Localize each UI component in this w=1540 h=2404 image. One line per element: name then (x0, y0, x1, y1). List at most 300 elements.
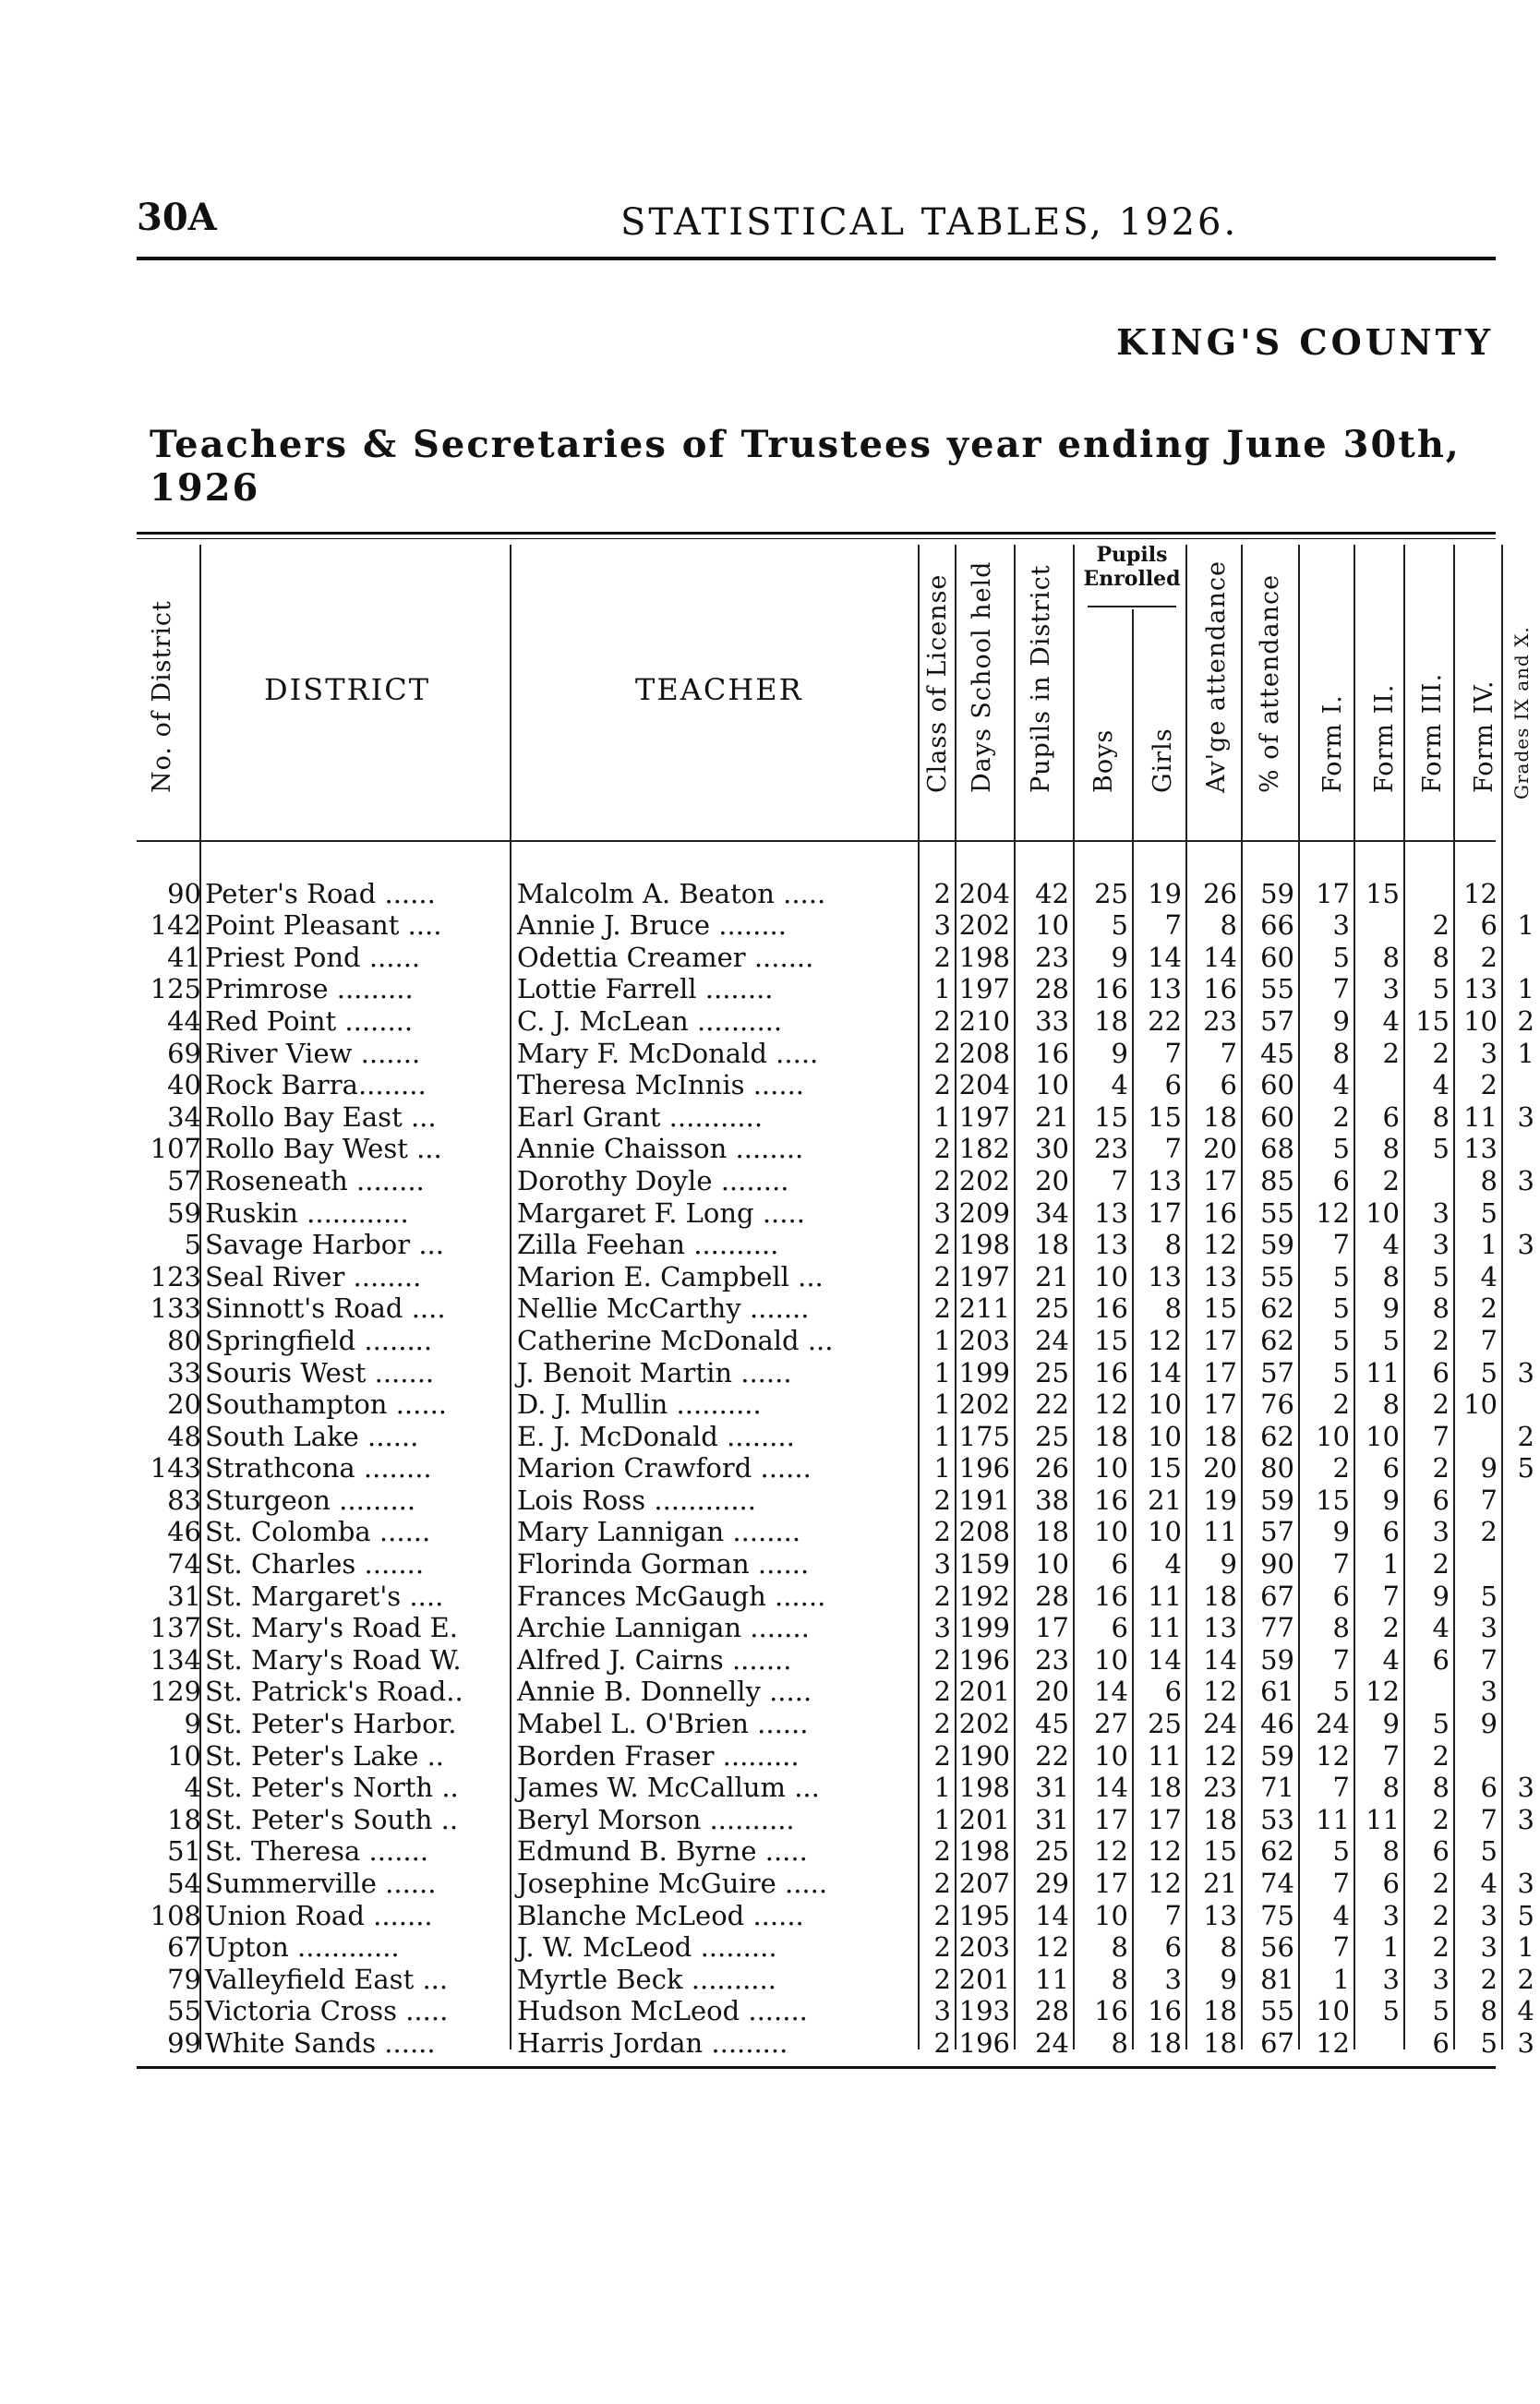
form-1-cell: 8 (1332, 1612, 1350, 1644)
table-row (137, 1260, 1540, 1292)
boys-cell: 17 (1094, 1803, 1128, 1835)
form-4-cell: 1 (1480, 1229, 1498, 1261)
form-4-cell: 12 (1463, 877, 1498, 909)
teacher-name-cell: Catherine McDonald ... (517, 1324, 834, 1356)
boys-cell: 5 (1111, 909, 1128, 942)
table-row (137, 1963, 1540, 1995)
form-3-cell: 5 (1432, 973, 1450, 1005)
avg-attendance-cell: 18 (1203, 1100, 1237, 1133)
license-class-cell: 1 (933, 1452, 951, 1484)
pct-attendance-cell: 68 (1260, 1133, 1294, 1165)
form-1-cell: 6 (1332, 1164, 1350, 1196)
district-name-cell: Primrose ......... (205, 973, 414, 1005)
days-held-cell: 197 (958, 1100, 1010, 1133)
table-row (137, 1899, 1540, 1931)
district-name-cell: Rollo Bay East ... (205, 1100, 437, 1133)
form-2-cell: 11 (1366, 1803, 1400, 1835)
form-3-cell: 2 (1432, 1548, 1450, 1581)
form-3-cell: 8 (1432, 1772, 1450, 1804)
avg-attendance-cell: 16 (1203, 1196, 1237, 1229)
pct-attendance-cell: 60 (1260, 941, 1294, 973)
teacher-name-cell: Blanche McLeod ...... (517, 1899, 804, 1931)
pupils-in-district-cell: 26 (1035, 1452, 1069, 1484)
form-2-cell: 3 (1382, 973, 1400, 1005)
girls-cell: 15 (1148, 1452, 1182, 1484)
form-1-cell: 6 (1332, 1580, 1350, 1612)
form-2-cell (1355, 1069, 1405, 1101)
grades-9-10-cell: 3 (1517, 1356, 1534, 1388)
form-3-cell: 2 (1432, 1899, 1450, 1931)
boys-cell: 6 (1111, 1612, 1128, 1644)
table-top-rule-thin (137, 538, 1496, 539)
form-2-cell: 5 (1382, 1995, 1400, 2027)
form-4-cell: 3 (1480, 1037, 1498, 1069)
pct-attendance-cell: 55 (1260, 1260, 1294, 1292)
district-number-cell: 55 (167, 1995, 201, 2027)
form-3-cell: 2 (1432, 1931, 1450, 1964)
form-3-cell: 15 (1415, 1004, 1450, 1037)
teacher-name-cell: Frances McGaugh ...... (517, 1580, 826, 1612)
district-number-cell: 20 (167, 1388, 201, 1421)
pupils-in-district-cell: 10 (1035, 909, 1069, 942)
table-row (137, 1420, 1540, 1452)
form-2-cell: 9 (1382, 1484, 1400, 1516)
avg-attendance-cell: 7 (1220, 1037, 1237, 1069)
form-1-cell: 7 (1332, 973, 1350, 1005)
district-name-cell: St. Theresa ....... (205, 1835, 429, 1868)
license-class-cell: 3 (933, 1612, 951, 1644)
avg-attendance-cell: 23 (1203, 1004, 1237, 1037)
pct-attendance-cell: 55 (1260, 1995, 1294, 2027)
pupils-in-district-cell: 14 (1035, 1899, 1069, 1931)
pct-attendance-cell: 76 (1260, 1388, 1294, 1421)
days-held-cell: 202 (958, 1164, 1010, 1196)
form-1-cell: 7 (1332, 1643, 1350, 1676)
pct-attendance-cell: 80 (1260, 1452, 1294, 1484)
form-2-cell: 2 (1382, 1164, 1400, 1196)
days-held-cell: 182 (958, 1133, 1010, 1165)
form-2-cell: 6 (1382, 1452, 1400, 1484)
form-3-cell: 5 (1432, 1995, 1450, 2027)
form-3-cell: 2 (1432, 1037, 1450, 1069)
pct-attendance-cell: 62 (1260, 1420, 1294, 1452)
form-4-cell: 9 (1480, 1452, 1498, 1484)
pupils-in-district-cell: 33 (1035, 1004, 1069, 1037)
district-number-cell: 143 (150, 1452, 201, 1484)
teacher-name-cell: J. Benoit Martin ...... (517, 1356, 792, 1388)
days-held-cell: 193 (958, 1995, 1010, 2027)
days-held-cell: 196 (958, 1452, 1010, 1484)
district-number-cell: 67 (167, 1931, 201, 1964)
form-3-cell: 6 (1432, 1484, 1450, 1516)
boys-cell: 16 (1094, 1995, 1128, 2027)
district-number-cell: 31 (167, 1580, 201, 1612)
avg-attendance-cell: 26 (1203, 877, 1237, 909)
teacher-name-cell: Alfred J. Cairns ....... (517, 1643, 792, 1676)
form-4-cell: 7 (1480, 1643, 1498, 1676)
form-4-cell: 9 (1480, 1708, 1498, 1740)
avg-attendance-cell: 12 (1203, 1229, 1237, 1261)
form-1-cell: 9 (1332, 1004, 1350, 1037)
days-held-cell: 196 (958, 2026, 1010, 2059)
avg-attendance-cell: 13 (1203, 1260, 1237, 1292)
teacher-name-cell: Margaret F. Long ..... (517, 1196, 805, 1229)
pct-attendance-cell: 57 (1260, 1516, 1294, 1548)
boys-cell: 13 (1094, 1196, 1128, 1229)
pupils-in-district-cell: 18 (1035, 1516, 1069, 1548)
girls-cell: 12 (1148, 1835, 1182, 1868)
pupils-in-district-cell: 21 (1035, 1260, 1069, 1292)
grades-9-10-cell: 2 (1517, 1963, 1534, 1995)
district-name-cell: Strathcona ........ (205, 1452, 432, 1484)
form-4-cell: 10 (1463, 1388, 1498, 1421)
statistics-table (137, 877, 1540, 2059)
boys-cell: 14 (1094, 1772, 1128, 1804)
pupils-in-district-cell: 21 (1035, 1100, 1069, 1133)
form-2-cell: 8 (1382, 1388, 1400, 1421)
form-1-cell: 8 (1332, 1037, 1350, 1069)
form-1-cell: 2 (1332, 1388, 1350, 1421)
girls-cell: 13 (1148, 1164, 1182, 1196)
form-3-cell: 9 (1432, 1580, 1450, 1612)
pct-attendance-cell: 46 (1260, 1708, 1294, 1740)
pupils-in-district-cell: 16 (1035, 1037, 1069, 1069)
form-2-cell: 4 (1382, 1643, 1400, 1676)
form-1-cell: 5 (1332, 1835, 1350, 1868)
boys-cell: 14 (1094, 1676, 1128, 1708)
district-name-cell: Peter's Road ...... (205, 877, 436, 909)
girls-cell: 12 (1148, 1324, 1182, 1356)
grades-9-10-cell (1503, 1133, 1540, 1165)
pct-attendance-cell: 67 (1260, 2026, 1294, 2059)
page-number: 30A (137, 196, 217, 239)
form-4-cell: 2 (1480, 1963, 1498, 1995)
grades-9-10-cell: 3 (1517, 2026, 1534, 2059)
form-1-cell: 4 (1332, 1899, 1350, 1931)
pct-attendance-cell: 55 (1260, 1196, 1294, 1229)
form-1-cell: 24 (1316, 1708, 1350, 1740)
grades-9-10-cell (1503, 1388, 1540, 1421)
district-number-cell: 74 (167, 1548, 201, 1581)
girls-cell: 4 (1164, 1548, 1182, 1581)
license-class-cell: 1 (933, 1420, 951, 1452)
license-class-cell: 2 (933, 1676, 951, 1708)
avg-attendance-cell: 18 (1203, 1995, 1237, 2027)
district-name-cell: St. Peter's North .. (205, 1772, 459, 1804)
pct-attendance-cell: 77 (1260, 1612, 1294, 1644)
grades-9-10-cell (1503, 941, 1540, 973)
form-2-cell: 6 (1382, 1868, 1400, 1899)
girls-cell: 21 (1148, 1484, 1182, 1516)
boys-cell: 16 (1094, 1580, 1128, 1612)
teacher-name-cell: C. J. McLean .......... (517, 1004, 783, 1037)
district-name-cell: Roseneath ........ (205, 1164, 425, 1196)
days-held-cell: 197 (958, 973, 1010, 1005)
table-row (137, 1612, 1540, 1644)
pct-attendance-cell: 60 (1260, 1100, 1294, 1133)
boys-cell: 12 (1094, 1835, 1128, 1868)
avg-attendance-cell: 9 (1220, 1963, 1237, 1995)
table-row (137, 1867, 1540, 1899)
form-2-cell: 2 (1382, 1037, 1400, 1069)
boys-cell: 16 (1094, 1356, 1128, 1388)
district-number-cell: 34 (167, 1100, 201, 1133)
pct-attendance-cell: 71 (1260, 1772, 1294, 1804)
days-held-cell: 202 (958, 1388, 1010, 1421)
days-held-cell: 209 (958, 1196, 1010, 1229)
teacher-name-cell: Dorothy Doyle ........ (517, 1164, 789, 1196)
form-2-cell: 7 (1382, 1739, 1400, 1772)
license-class-cell: 2 (933, 1643, 951, 1676)
license-class-cell: 2 (933, 2026, 951, 2059)
district-name-cell: Souris West ....... (205, 1356, 435, 1388)
days-held-cell: 211 (958, 1292, 1010, 1325)
girls-cell: 18 (1148, 2026, 1182, 2059)
form-2-cell (1355, 2026, 1405, 2059)
girls-cell: 22 (1148, 1004, 1182, 1037)
grades-9-10-cell: 3 (1517, 1772, 1534, 1804)
form-1-cell: 5 (1332, 1324, 1350, 1356)
avg-attendance-cell: 17 (1203, 1324, 1237, 1356)
boys-cell: 18 (1094, 1420, 1128, 1452)
form-2-cell: 9 (1382, 1292, 1400, 1325)
days-held-cell: 199 (958, 1356, 1010, 1388)
pupils-in-district-cell: 23 (1035, 941, 1069, 973)
license-class-cell: 2 (933, 1292, 951, 1325)
district-number-cell: 129 (150, 1676, 201, 1708)
avg-attendance-cell: 20 (1203, 1452, 1237, 1484)
avg-attendance-cell: 15 (1203, 1292, 1237, 1325)
pupils-in-district-cell: 12 (1035, 1931, 1069, 1964)
form-4-cell: 5 (1480, 2026, 1498, 2059)
pupils-in-district-cell: 10 (1035, 1069, 1069, 1101)
pupils-in-district-cell: 18 (1035, 1229, 1069, 1261)
col-header-form1: Form I. (1318, 694, 1347, 793)
table-row (137, 941, 1540, 973)
grades-9-10-cell (1503, 1484, 1540, 1516)
col-header-teacher: TEACHER (635, 672, 803, 707)
girls-cell: 7 (1164, 1133, 1182, 1165)
grades-9-10-cell: 3 (1517, 1229, 1534, 1261)
form-1-cell: 2 (1332, 1452, 1350, 1484)
form-2-cell: 11 (1366, 1356, 1400, 1388)
license-class-cell: 2 (933, 1899, 951, 1931)
avg-attendance-cell: 17 (1203, 1388, 1237, 1421)
avg-attendance-cell: 12 (1203, 1739, 1237, 1772)
girls-cell: 11 (1148, 1739, 1182, 1772)
form-3-cell: 2 (1432, 1803, 1450, 1835)
form-4-cell: 3 (1480, 1676, 1498, 1708)
pct-attendance-cell: 57 (1260, 1004, 1294, 1037)
form-3-cell: 3 (1432, 1229, 1450, 1261)
grades-9-10-cell: 1 (1517, 973, 1534, 1005)
form-4-cell: 5 (1480, 1196, 1498, 1229)
license-class-cell: 3 (933, 1995, 951, 2027)
district-name-cell: Victoria Cross ..... (205, 1995, 449, 2027)
district-name-cell: Summerville ...... (205, 1868, 437, 1899)
license-class-cell: 2 (933, 1516, 951, 1548)
table-row (137, 1516, 1540, 1548)
district-number-cell: 4 (184, 1772, 201, 1804)
pupils-in-district-cell: 28 (1035, 1580, 1069, 1612)
girls-cell: 10 (1148, 1388, 1182, 1421)
girls-cell: 6 (1164, 1931, 1182, 1964)
license-class-cell: 2 (933, 1133, 951, 1165)
form-2-cell: 15 (1366, 877, 1400, 909)
pupils-in-district-cell: 31 (1035, 1772, 1069, 1804)
avg-attendance-cell: 19 (1203, 1484, 1237, 1516)
girls-cell: 16 (1148, 1995, 1182, 2027)
pct-attendance-cell: 59 (1260, 1643, 1294, 1676)
days-held-cell: 201 (958, 1803, 1010, 1835)
district-name-cell: Sinnott's Road .... (205, 1292, 446, 1325)
district-number-cell: 123 (150, 1260, 201, 1292)
teacher-name-cell: Odettia Creamer ....... (517, 941, 814, 973)
form-2-cell: 10 (1366, 1420, 1400, 1452)
pupils-in-district-cell: 24 (1035, 1324, 1069, 1356)
table-row (137, 877, 1540, 909)
grades-9-10-cell: 2 (1517, 1420, 1534, 1452)
days-held-cell: 208 (958, 1516, 1010, 1548)
table-row (137, 1004, 1540, 1037)
form-1-cell: 15 (1316, 1484, 1350, 1516)
boys-cell: 15 (1094, 1100, 1128, 1133)
table-top-rule (137, 532, 1496, 535)
pupils-in-district-cell: 20 (1035, 1676, 1069, 1708)
header-bottom-rule (137, 840, 1496, 842)
form-3-cell: 4 (1432, 1069, 1450, 1101)
boys-cell: 23 (1094, 1133, 1128, 1165)
license-class-cell: 2 (933, 1835, 951, 1868)
teacher-name-cell: James W. McCallum ... (517, 1772, 820, 1804)
form-3-cell: 2 (1432, 909, 1450, 942)
pupils-in-district-cell: 25 (1035, 1835, 1069, 1868)
table-bottom-rule (137, 2066, 1496, 2069)
license-class-cell: 2 (933, 941, 951, 973)
grades-9-10-cell (1503, 1196, 1540, 1229)
form-1-cell: 5 (1332, 1133, 1350, 1165)
district-name-cell: St. Mary's Road W. (205, 1643, 462, 1676)
grades-9-10-cell: 1 (1517, 1931, 1534, 1964)
county-heading: KING'S COUNTY (1116, 321, 1494, 363)
pct-attendance-cell: 60 (1260, 1069, 1294, 1101)
pupils-in-district-cell: 20 (1035, 1164, 1069, 1196)
col-header-days: Days School held (968, 560, 996, 793)
avg-attendance-cell: 13 (1203, 1899, 1237, 1931)
pupils-in-district-cell: 30 (1035, 1133, 1069, 1165)
pct-attendance-cell: 66 (1260, 909, 1294, 942)
form-1-cell: 7 (1332, 1229, 1350, 1261)
grades-9-10-cell (1503, 1069, 1540, 1101)
days-held-cell: 192 (958, 1580, 1010, 1612)
district-name-cell: St. Peter's Lake .. (205, 1739, 445, 1772)
pct-attendance-cell: 74 (1260, 1868, 1294, 1899)
table-row (137, 1164, 1540, 1196)
days-held-cell: 201 (958, 1963, 1010, 1995)
form-3-cell: 5 (1432, 1133, 1450, 1165)
form-3-cell: 4 (1432, 1612, 1450, 1644)
form-3-cell: 2 (1432, 1739, 1450, 1772)
form-2-cell: 4 (1382, 1229, 1400, 1261)
form-3-cell: 7 (1432, 1420, 1450, 1452)
table-row (137, 1292, 1540, 1325)
col-header-avg: Av'ge attendance (1202, 560, 1231, 793)
district-number-cell: 108 (150, 1899, 201, 1931)
avg-attendance-cell: 14 (1203, 941, 1237, 973)
form-4-cell: 8 (1480, 1995, 1498, 2027)
district-name-cell: Rollo Bay West ... (205, 1133, 442, 1165)
district-number-cell: 10 (167, 1739, 201, 1772)
form-4-cell: 13 (1463, 1133, 1498, 1165)
grades-9-10-cell: 3 (1517, 1164, 1534, 1196)
pupils-in-district-cell: 34 (1035, 1196, 1069, 1229)
teacher-name-cell: D. J. Mullin .......... (517, 1388, 762, 1421)
form-2-cell: 8 (1382, 1772, 1400, 1804)
district-number-cell: 54 (167, 1868, 201, 1899)
avg-attendance-cell: 18 (1203, 1420, 1237, 1452)
district-name-cell: St. Mary's Road E. (205, 1612, 459, 1644)
license-class-cell: 2 (933, 1260, 951, 1292)
grades-9-10-cell (1503, 1516, 1540, 1548)
running-title: STATISTICAL TABLES, 1926. (620, 201, 1239, 244)
form-4-cell: 7 (1480, 1803, 1498, 1835)
avg-attendance-cell: 24 (1203, 1708, 1237, 1740)
teacher-name-cell: Annie B. Donnelly ..... (517, 1676, 812, 1708)
form-2-cell: 6 (1382, 1100, 1400, 1133)
district-number-cell: 133 (150, 1292, 201, 1325)
form-1-cell: 17 (1316, 877, 1350, 909)
license-class-cell: 2 (933, 1580, 951, 1612)
license-class-cell: 2 (933, 1931, 951, 1964)
form-3-cell: 8 (1432, 1100, 1450, 1133)
form-3-cell: 2 (1432, 1388, 1450, 1421)
grades-9-10-cell (1503, 1547, 1540, 1580)
license-class-cell: 2 (933, 1739, 951, 1772)
district-name-cell: Upton ............ (205, 1931, 400, 1964)
days-held-cell: 198 (958, 1835, 1010, 1868)
grades-9-10-cell (1503, 1612, 1540, 1644)
district-number-cell: 5 (184, 1229, 201, 1261)
table-row (137, 1356, 1540, 1388)
col-header-license: Class of License (923, 573, 952, 793)
table-row (137, 1100, 1540, 1133)
license-class-cell: 2 (933, 1229, 951, 1261)
boys-cell: 17 (1094, 1868, 1128, 1899)
pct-attendance-cell: 59 (1260, 1739, 1294, 1772)
form-3-cell: 2 (1432, 1868, 1450, 1899)
grades-9-10-cell (1503, 1739, 1540, 1772)
teacher-name-cell: Mabel L. O'Brien ...... (517, 1708, 809, 1740)
boys-cell: 10 (1094, 1452, 1128, 1484)
district-number-cell: 134 (150, 1643, 201, 1676)
district-name-cell: Southampton ...... (205, 1388, 448, 1421)
district-number-cell: 44 (167, 1004, 201, 1037)
form-4-cell: 4 (1480, 1260, 1498, 1292)
pupils-in-district-cell: 31 (1035, 1803, 1069, 1835)
grades-9-10-cell (1503, 1835, 1540, 1868)
form-3-cell: 8 (1432, 941, 1450, 973)
district-name-cell: Rock Barra........ (205, 1069, 427, 1101)
teacher-name-cell: Annie Chaisson ........ (517, 1133, 804, 1165)
pupils-in-district-cell: 10 (1035, 1548, 1069, 1581)
girls-cell: 14 (1148, 1643, 1182, 1676)
days-held-cell: 198 (958, 1229, 1010, 1261)
pupils-in-district-cell: 25 (1035, 1356, 1069, 1388)
district-name-cell: St. Peter's South .. (205, 1803, 459, 1835)
district-name-cell: St. Peter's Harbor. (205, 1708, 457, 1740)
teacher-name-cell: Harris Jordan ......... (517, 2026, 788, 2059)
grades-9-10-cell (1503, 1324, 1540, 1356)
